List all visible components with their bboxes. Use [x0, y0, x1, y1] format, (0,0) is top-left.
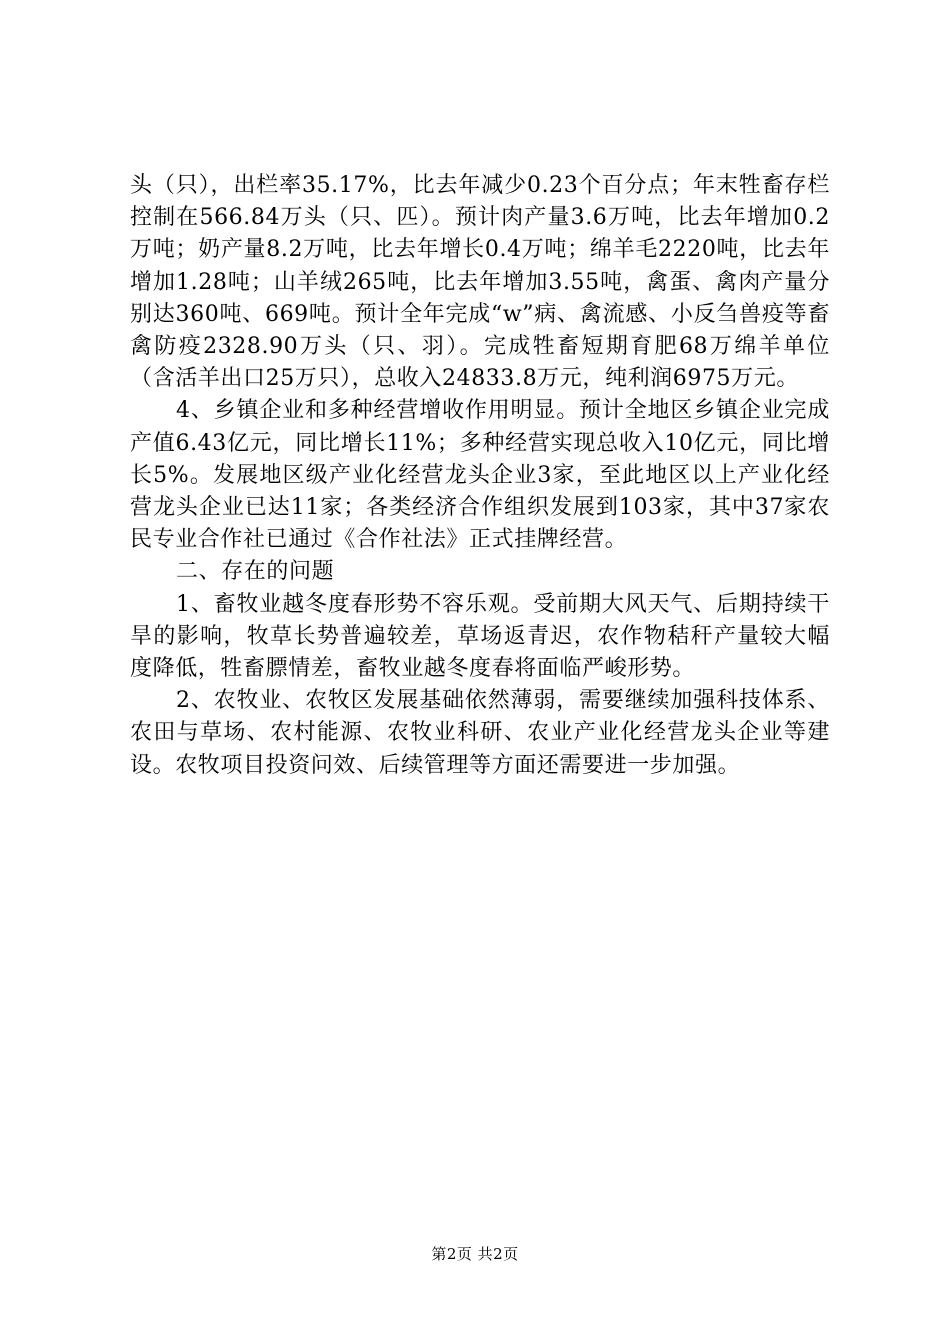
paragraph-problem-1: 1、畜牧业越冬度春形势不容乐观。受前期大风天气、后期持续干旱的影响，牧草长势普遍较差，草场返青迟，农作物秸秆产量较大幅度降低，牲畜膘情差，畜牧业越冬度春将面临严峻形势。	[130, 591, 830, 682]
paragraph-continued: 头（只），出栏率35.17%，比去年减少0.23个百分点；年末牲畜存栏控制在566.84万头（只、匹）。预计肉产量3.6万吨，比去年增加0.2万吨；奶产量8.2万吨，比去年增长0.4万吨；绵羊毛2220吨，比去年增加1.28吨；山羊绒265吨，比去年增加3.55吨，禽蛋、禽肉产量分别达360吨、669吨。预计全年完成“w”病、禽流感、小反刍兽疫等畜禽防疫2328.90万头（只、羽）。完成牲畜短期育肥68万绵羊单位（含活羊出口25万只），总收入24833.8万元，纯利润6975万元。	[130, 173, 830, 392]
section-heading-problems: 二、存在的问题	[176, 559, 335, 585]
page-footer: 第2页 共2页	[431, 1245, 519, 1263]
paragraph-problem-2: 2、农牧业、农牧区发展基础依然薄弱，需要继续加强科技体系、农田与草场、农村能源、农牧业科研、农业产业化经营龙头企业等建设。农牧项目投资问效、后续管理等方面还需要进一步加强。	[130, 688, 830, 778]
document-body	[130, 170, 830, 782]
paragraph-township-enterprises: 4、乡镇企业和多种经营增收作用明显。预计全地区乡镇企业完成产值6.43亿元，同比增长11%；多种经营实现总收入10亿元，同比增长5%。发展地区级产业化经营龙头企业3家，至此地区以上产业化经营龙头企业已达11家；各类经济合作组织发展到103家，其中37家农民专业合作社已通过《合作社法》正式挂牌经营。	[130, 398, 830, 553]
